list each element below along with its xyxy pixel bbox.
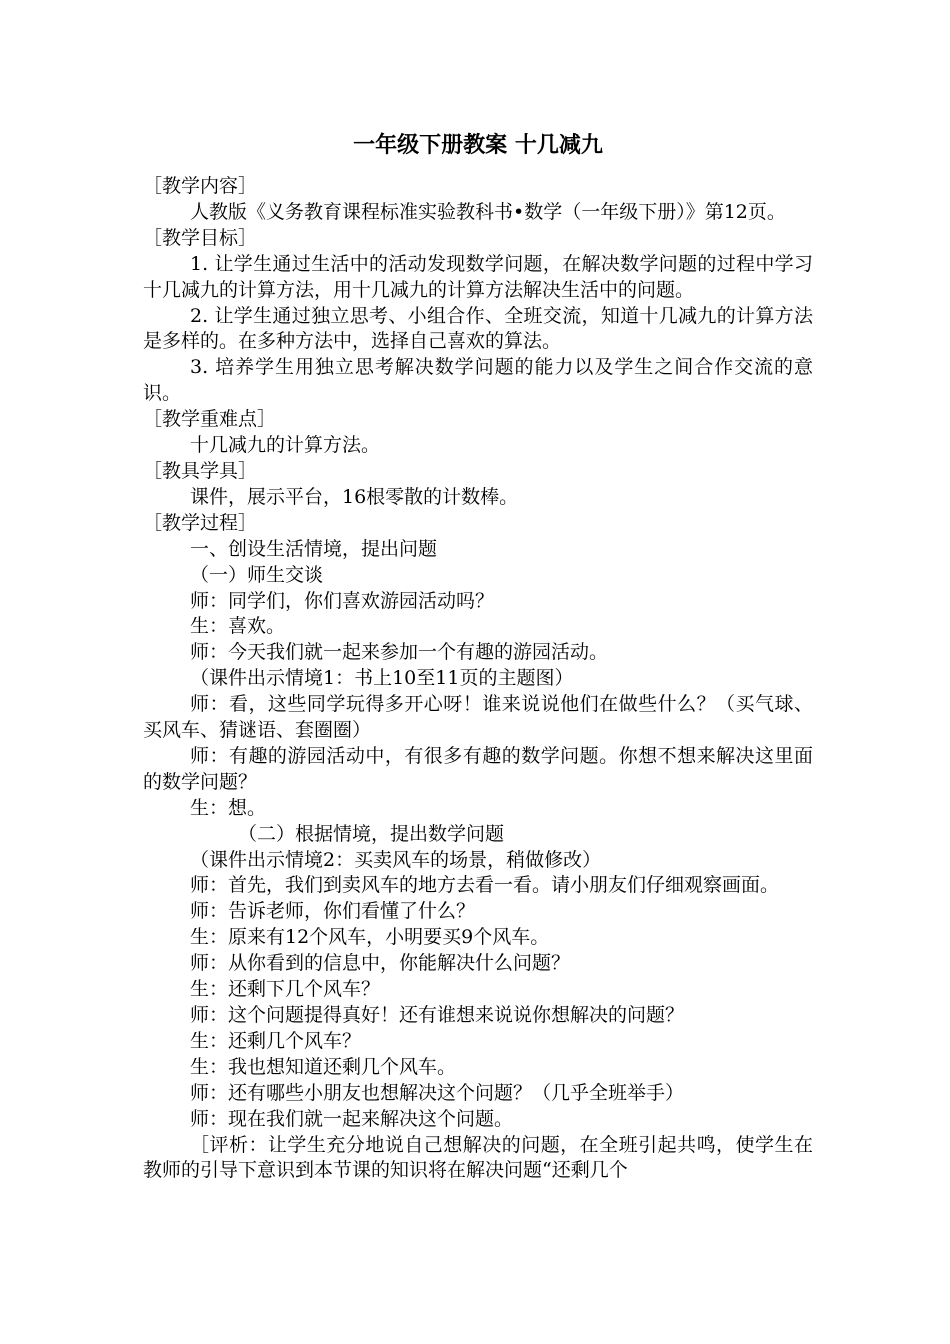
dialogue-line: 师：今天我们就一起来参加一个有趣的游园活动。 [190,641,609,664]
dialogue-line: 生：想。 [190,796,267,819]
dialogue-line: （课件出示情境2：买卖风车的场景，稍做修改） [190,848,602,871]
dialogue-line: 师：现在我们就一起来解决这个问题。 [190,1107,514,1130]
dialogue-line: 师：从你看到的信息中，你能解决什么问题？ [190,952,571,975]
dialogue-line: 师：有趣的游园活动中，有很多有趣的数学问题。你想不想来解决这里面的数学问题？ [143,744,813,793]
dialogue-line: 师：告诉老师，你们看懂了什么？ [190,900,476,923]
document-title: 一年级下册教案 十几减九 [353,133,603,158]
dialogue-line: 师：同学们，你们喜欢游园活动吗？ [190,589,495,612]
paragraph: 2. 让学生通过独立思考、小组合作、全班交流，知道十几减九的计算方法是多样的。在多种方法中，选择自己喜欢的算法。 [143,304,813,353]
document-page [143,130,813,1184]
dialogue-line: 师：首先，我们到卖风车的地方去看一看。请小朋友们仔细观察画面。 [190,874,780,897]
paragraph: 十几减九的计算方法。 [190,434,381,457]
dialogue-line: 师：还有哪些小朋友也想解决这个问题？（几乎全班举手） [190,1081,685,1104]
section-heading: ［教学重难点］ [143,408,277,431]
subsection-heading: 一、创设生活情境，提出问题 [190,537,438,560]
dialogue-line: 生：我也想知道还剩几个风车。 [190,1055,457,1078]
subsection-heading: （一）师生交谈 [190,563,324,586]
dialogue-line: 生：喜欢。 [190,615,286,638]
section-heading: ［教学目标］ [143,226,258,249]
dialogue-line: 师：看，这些同学玩得多开心呀！谁来说说他们在做些什么？（买气球、买风车、猜谜语、套圈圈） [143,693,813,742]
dialogue-line: 生：原来有12个风车，小明要买9个风车。 [190,926,550,949]
paragraph: 人教版《义务教育课程标准实验教科书•数学（一年级下册）》第12页。 [190,200,786,223]
dialogue-line: 生：还剩下几个风车？ [190,978,381,1001]
section-heading: ［教学过程］ [143,511,258,534]
section-heading: ［教具学具］ [143,459,258,482]
dialogue-line: （课件出示情境1：书上10至11页的主题图） [190,667,574,690]
section-heading: ［教学内容］ [143,175,258,197]
dialogue-line: 师：这个问题提得真好！还有谁想来说说你想解决的问题？ [190,1004,685,1026]
paragraph: 课件，展示平台，16根零散的计数棒。 [190,485,519,508]
subsection-heading: （二）根据情境，提出数学问题 [238,822,505,845]
paragraph: 1. 让学生通过生活中的活动发现数学问题，在解决数学问题的过程中学习十几减九的计算方法，用十几减九的计算方法解决生活中的问题。 [143,252,813,301]
paragraph: 3. 培养学生用独立思考解决数学问题的能力以及学生之间合作交流的意识。 [143,356,813,405]
commentary: ［评析：让学生充分地说自己想解决的问题，在全班引起共鸣，使学生在教师的引导下意识到本节课的知识将在解决问题“还剩几个 [143,1133,813,1182]
dialogue-line: 生：还剩几个风车？ [190,1029,362,1052]
